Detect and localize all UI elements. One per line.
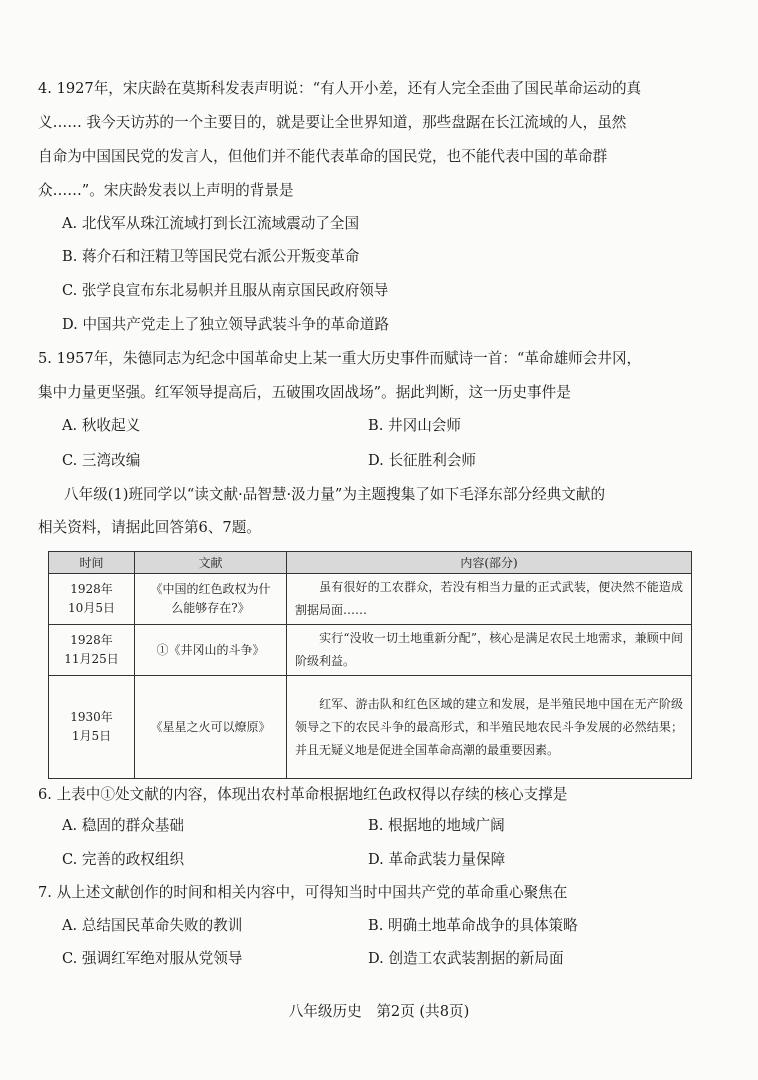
table-cell-document	[135, 574, 287, 625]
table-row	[49, 574, 692, 625]
question-6-stem-line-1: 6. 上表中①处文献的内容，体现出农村革命根据地红色政权得以存续的核心支撑是	[38, 786, 568, 803]
question-4-option-a: A. 北伐军从珠江流域打到长江流域震动了全国	[62, 215, 360, 232]
question-5-option-c: C. 三湾改编	[62, 452, 141, 469]
table-row	[49, 676, 692, 779]
table-cell-time-date: 1月5日	[71, 729, 112, 743]
material-intro-line-2: 相关资料，请据此回答第6、7题。	[38, 519, 261, 536]
question-7-option-c: C. 强调红军绝对服从党领导	[62, 950, 243, 967]
question-5-stem-line-1: 5. 1957年，朱德同志为纪念中国革命史上某一重大历史事件而赋诗一首：“革命雄师会井冈，	[38, 350, 642, 367]
table-cell-time	[49, 625, 135, 676]
table-cell-time-year: 1928年	[70, 633, 113, 647]
question-4-stem-line-1: 4. 1927年，宋庆龄在莫斯科发表声明说：“有人开小差，还有人完全歪曲了国民革命运动的真	[38, 80, 642, 97]
table-cell-content-text: 实行“没收一切土地重新分配”，核心是满足农民土地需求，兼顾中间阶级利益。	[295, 631, 683, 668]
material-intro-line-1: 八年级(1)班同学以“读文献·品智慧·汲力量”为主题搜集了如下毛泽东部分经典文献的	[64, 486, 606, 503]
table-cell-document	[135, 676, 287, 779]
table-cell-time-year: 1928年	[70, 582, 113, 596]
table-cell-document-line: 《中国的红色政权为什	[150, 582, 271, 596]
table-cell-document-line: ①《井冈山的斗争》	[156, 642, 265, 657]
table-cell-content-text: 红军、游击队和红色区域的建立和发展，是半殖民地中国在无产阶级领导之下的农民斗争的最高形式，和半殖民地农民斗争发展的必然结果；并且无疑义地是促进全国革命高潮的最重要因素。	[295, 696, 683, 757]
question-7-option-d: D. 创造工农武装割据的新局面	[368, 950, 564, 967]
table-cell-time-year: 1930年	[70, 710, 113, 724]
page-footer	[0, 1000, 758, 1021]
question-4-option-c: C. 张学良宣布东北易帜并且服从南京国民政府领导	[62, 282, 389, 299]
question-4-stem-line-4: 众……”。宋庆龄发表以上声明的背景是	[38, 182, 294, 199]
question-6-option-c: C. 完善的政权组织	[62, 851, 185, 868]
table-cell-content	[287, 625, 692, 676]
question-7-option-a: A. 总结国民革命失败的教训	[62, 917, 243, 934]
table-cell-content	[287, 676, 692, 779]
question-7-option-b: B. 明确土地革命战争的具体策略	[368, 917, 578, 934]
table-row	[49, 625, 692, 676]
table-cell-content-text: 虽有很好的工农群众，若没有相当力量的正式武装，便决然不能造成割据局面……	[295, 580, 683, 617]
table-cell-time	[49, 574, 135, 625]
table-cell-time	[49, 676, 135, 779]
table-cell-document-line: 《星星之火可以燎原》	[150, 719, 271, 734]
question-4-stem-line-2: 义…… 我今天访苏的一个主要目的，就是要让全世界知道，那些盘踞在长江流域的人，虽然	[38, 114, 627, 131]
table-cell-document	[135, 625, 287, 676]
question-5-option-a: A. 秋收起义	[62, 417, 141, 434]
question-6-option-a: A. 稳固的群众基础	[62, 817, 184, 834]
table-cell-document-line: 么能够存在?》	[171, 601, 250, 615]
question-5-option-b: B. 井冈山会师	[368, 417, 461, 434]
table-cell-time-date: 11月25日	[64, 652, 119, 666]
question-4-option-b: B. 蒋介石和汪精卫等国民党右派公开叛变革命	[62, 248, 360, 265]
table-header-document: 文献	[135, 552, 287, 574]
question-6-option-b: B. 根据地的地域广阔	[368, 817, 505, 834]
question-6-option-d: D. 革命武装力量保障	[368, 851, 506, 868]
table-cell-time-date: 10月5日	[68, 601, 115, 615]
footer-subject: 八年级历史	[288, 1003, 362, 1020]
table-cell-content	[287, 574, 692, 625]
table-header-time: 时间	[49, 552, 135, 574]
question-7-stem-line-1: 7. 从上述文献创作的时间和相关内容中，可得知当时中国共产党的革命重心聚焦在	[38, 884, 568, 901]
question-5-stem-line-2: 集中力量更坚强。红军领导提高后，五破围攻固战场”。据此判断，这一历史事件是	[38, 384, 571, 401]
question-4-stem-line-3: 自命为中国国民党的发言人，但他们并不能代表革命的国民党，也不能代表中国的革命群	[38, 148, 608, 165]
document-table	[48, 551, 692, 779]
question-5-option-d: D. 长征胜利会师	[368, 452, 477, 469]
footer-page-number: 第2页 (共8页)	[376, 1003, 470, 1020]
question-4-option-d: D. 中国共产党走上了独立领导武装斗争的革命道路	[62, 316, 389, 333]
table-header-content: 内容(部分)	[287, 552, 692, 574]
table-header-row	[49, 552, 692, 574]
